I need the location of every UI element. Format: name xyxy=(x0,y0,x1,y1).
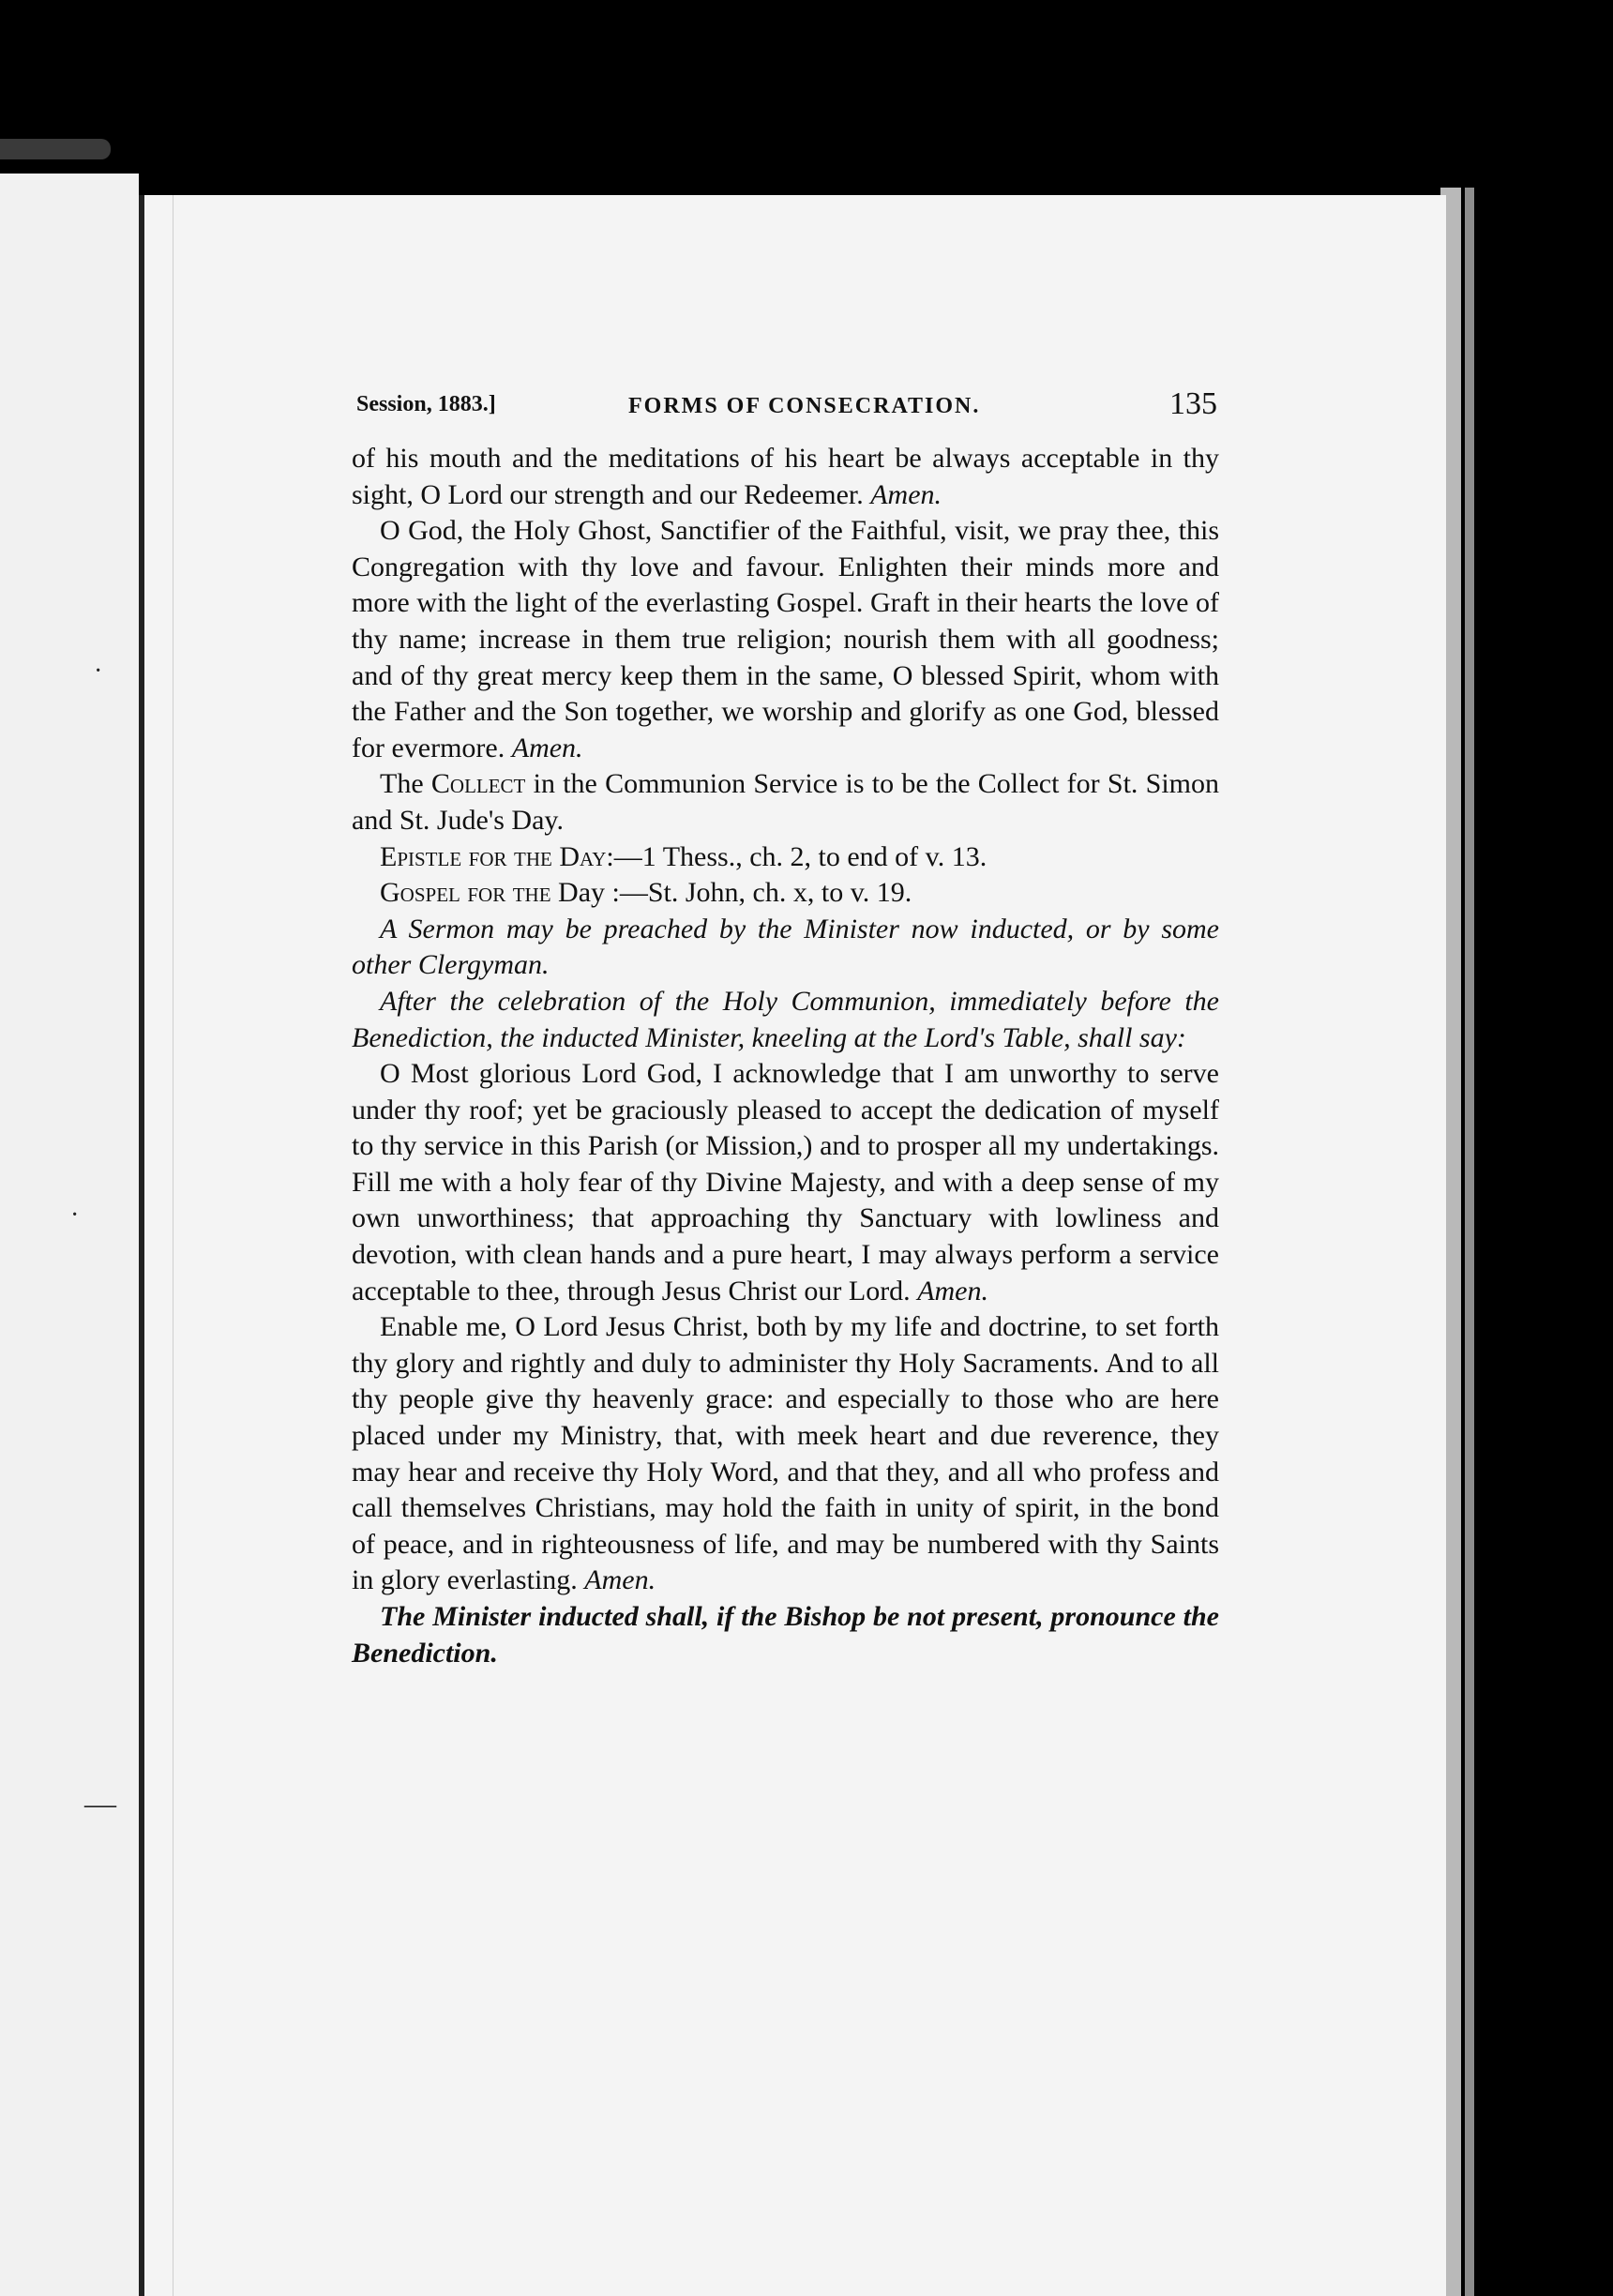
page-number: 135 xyxy=(1169,386,1217,421)
paragraph: Enable me, O Lord Jesus Christ, both by my life and doctrine, to set forth thy glory and rightly and duly to administer thy Holy Sacraments. And to all thy people give thy heavenly grace: and especially to those who are here placed under my Ministry, that, with meek heart and due reverence, they may hear and receive thy Holy Word, and that they, and all who profess and call themselves Christians, may hold the faith in unity of spirit, in the bond of peace, and in righteousness of life, and may be numbered with thy Saints in glory everlasting. Amen. xyxy=(352,1311,1219,1596)
page-text xyxy=(352,441,1219,1671)
paragraph: of his mouth and the meditations of his heart be always acceptable in thy sight, O Lord our strength and our Redeemer. Amen. xyxy=(352,443,1219,510)
page-edge xyxy=(1465,188,1474,2296)
paragraph: O Most glorious Lord God, I acknowledge that I am unworthy to serve under thy roof; yet be graciously pleased to accept the dedication of myself to thy service in this Parish (or Mission,) and to prosper all my undertakings. Fill me with a holy fear of thy Divine Majesty, and with a deep sense of my own unworthiness; that approaching thy Sanctuary with lowliness and devotion, with clean hands and a pure heart, I may always perform a service acceptable to thee, through Jesus Christ our Lord. Amen. xyxy=(352,1058,1219,1307)
rubric: The Minister inducted shall, if the Bishop be not present, pronounce the Benediction. xyxy=(352,1601,1219,1669)
paragraph: Epistle for the Day:—1 Thess., ch. 2, to end of v. 13. xyxy=(380,840,987,872)
ink-speck: — xyxy=(84,1787,116,1821)
ink-speck: · xyxy=(94,657,103,686)
paragraph: Gospel for the Day :—St. John, ch. x, to v. 19. xyxy=(380,877,912,909)
left-page-gutter xyxy=(0,174,139,2296)
paragraph: The Collect in the Communion Service is to be the Collect for St. Simon and St. Jude's Day. xyxy=(352,768,1220,836)
rubric: A Sermon may be preached by the Minister now inducted, or by some other Clergyman. xyxy=(352,913,1219,981)
header-session: Session, 1883.] xyxy=(356,392,496,416)
rubric: After the celebration of the Holy Communion, immediately before the Benediction, the inducted Minister, kneeling at the Lord's Table, shall say: xyxy=(352,985,1219,1053)
running-header xyxy=(356,386,1217,430)
paragraph: O God, the Holy Ghost, Sanctifier of the Faithful, visit, we pray thee, this Congregation with thy love and favour. Enlighten their minds more and more with the light of the everlasting Gospel. Graft in their hearts the love of thy name; increase in them true religion; nourish them with all goodness; and of thy great mercy keep them in the same, O blessed Spirit, whom with the Father and the Son together, we worship and glorify as one God, blessed for evermore. Amen. xyxy=(352,515,1219,763)
header-title: FORMS OF CONSECRATION. xyxy=(628,394,981,418)
ink-speck: · xyxy=(70,1201,80,1230)
binder-tab xyxy=(0,139,111,159)
